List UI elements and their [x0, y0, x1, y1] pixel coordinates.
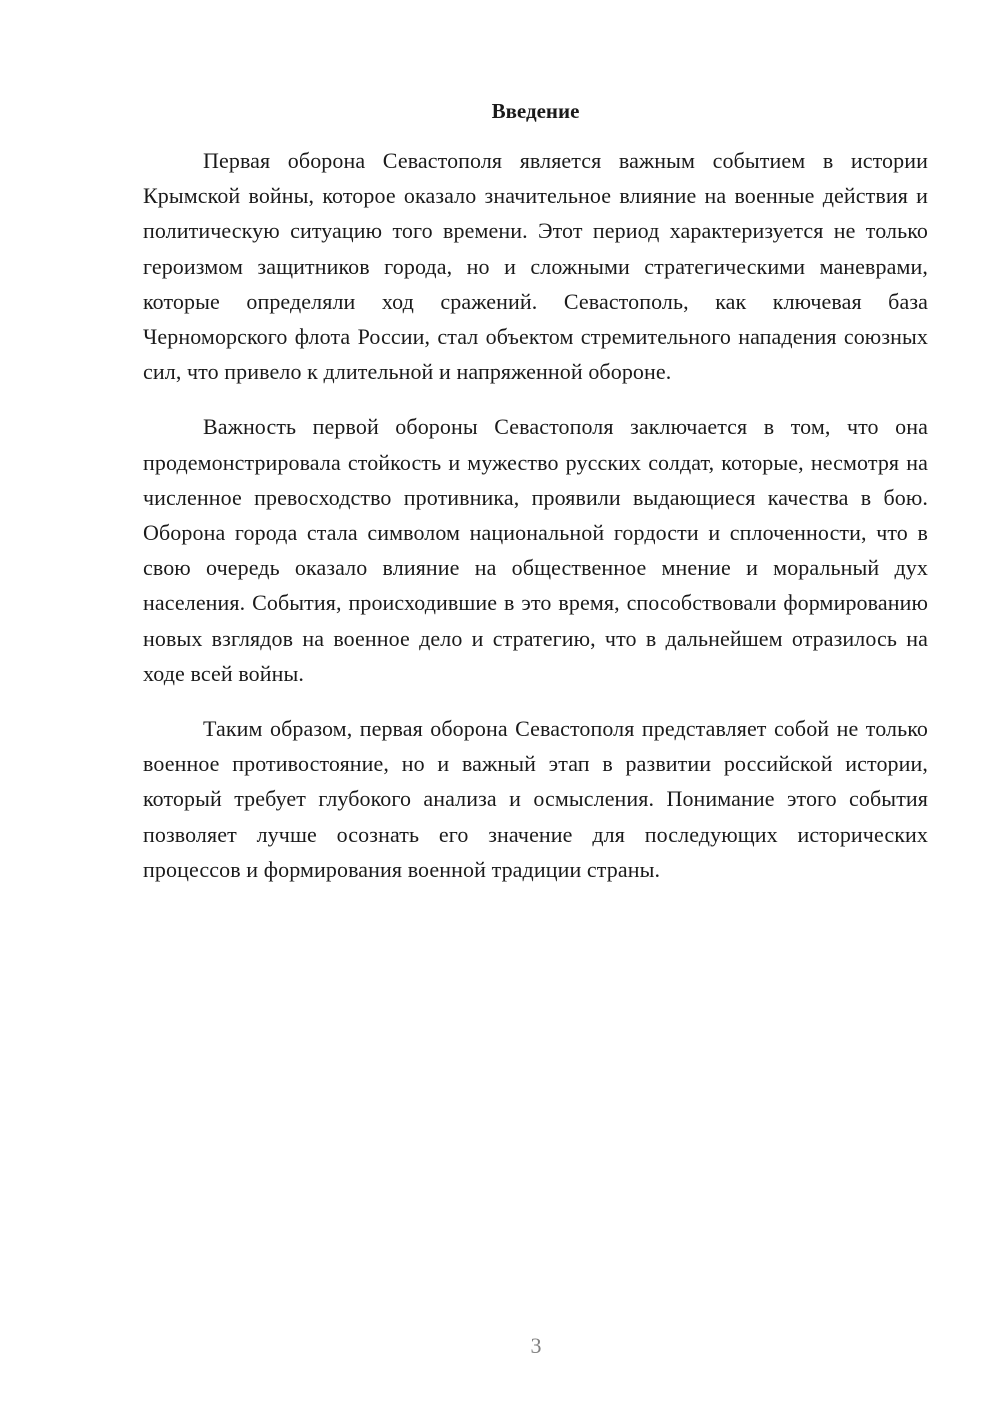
paragraph-1: Первая оборона Севастополя является важным событием в истории Крымской войны, которое оказало значительное влияние на военные действия и политическую ситуацию того времени. Этот период характеризуется не только героизмом защитников города, но и сложными стратегическими маневрами, которые определяли ход сражений. Севастополь, как ключевая база Черноморского флота России, стал объектом стремительного нападения союзных сил, что привело к длительной и напряженной обороне.: [143, 148, 928, 385]
section-title: Введение: [491, 99, 580, 123]
paragraph-3: Таким образом, первая оборона Севастополя представляет собой не только военное противостояние, но и важный этап в развитии российской истории, который требует глубокого анализа и осмысления. Понимание этого события позволяет лучше осознать его значение для последующих исторических процессов и формирования военной традиции страны.: [143, 716, 928, 882]
paragraph-2: Важность первой обороны Севастополя заключается в том, что она продемонстрировала стойкость и мужество русских солдат, которые, несмотря на численное превосходство противника, проявили выдающиеся качества в бою. Оборона города стала символом национальной гордости и сплоченности, что в свою очередь оказало влияние на общественное мнение и моральный дух населения. События, происходившие в это время, способствовали формированию новых взглядов на военное дело и стратегию, что в дальнейшем отразилось на ходе всей войны.: [143, 414, 928, 686]
page-content: [143, 95, 928, 907]
page-number: 3: [530, 1333, 542, 1358]
